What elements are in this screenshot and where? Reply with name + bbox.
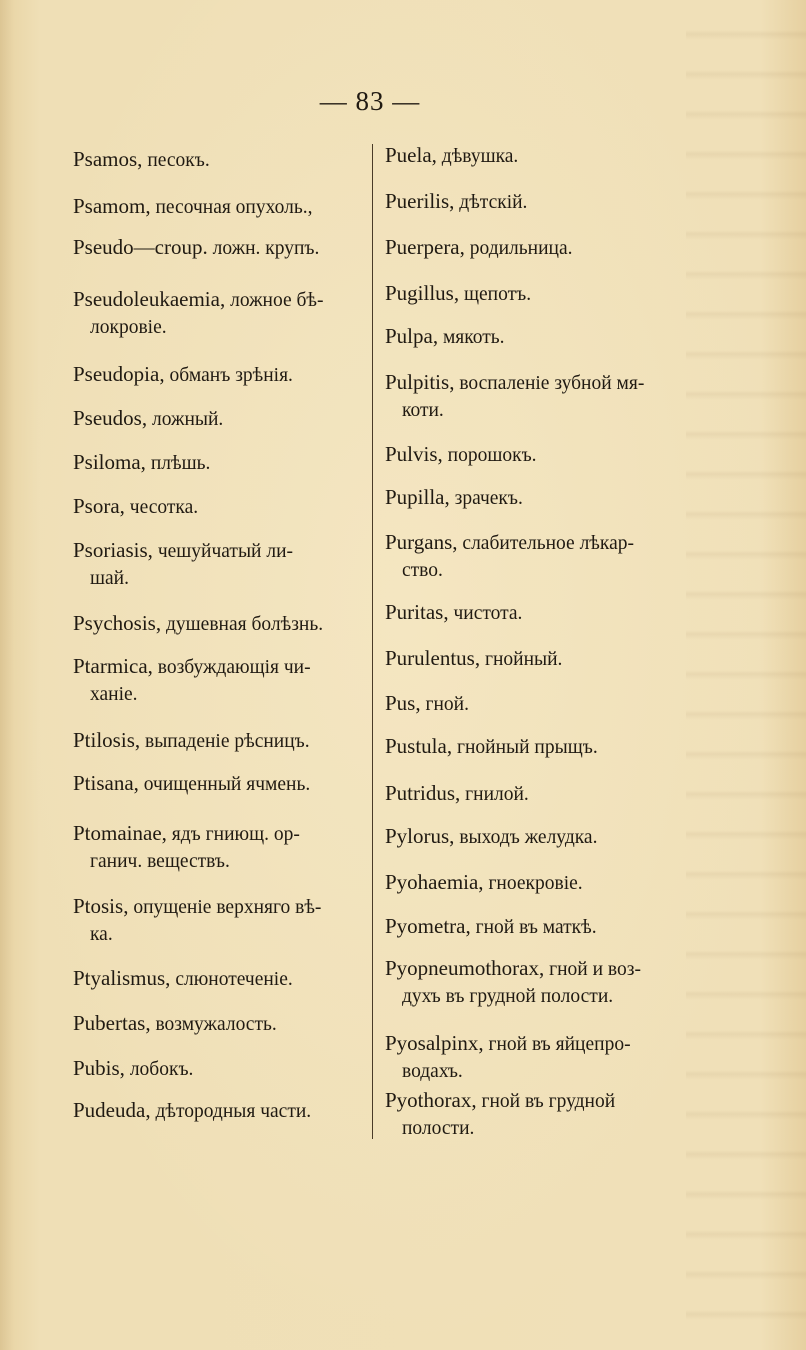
entry-continuation: шай. — [90, 568, 129, 589]
entry-gloss: гной и воз- — [549, 959, 641, 980]
entry-term: Psora, — [73, 494, 125, 518]
entry-gloss: очищенный ячмень. — [143, 774, 311, 795]
entry-gloss: ложный. — [151, 409, 224, 430]
entry-gloss: ложн. крупъ. — [212, 238, 320, 259]
dictionary-entry — [73, 361, 293, 389]
entry-term: Purulentus, — [385, 646, 481, 670]
entry-term: Pyometra, — [385, 914, 471, 938]
entry-continuation: водахъ. — [402, 1061, 463, 1082]
entry-term: Pyothorax, — [385, 1088, 477, 1112]
entry-gloss: гной въ маткѣ. — [475, 917, 597, 938]
entry-term: Psamom, — [73, 194, 151, 218]
entry-term: Pustula, — [385, 734, 453, 758]
entry-gloss: песокъ. — [147, 150, 210, 171]
dictionary-entry — [73, 493, 198, 521]
dictionary-entry — [385, 142, 518, 170]
entry-term: Puerilis, — [385, 189, 455, 213]
entry-term: Puerpera, — [385, 235, 465, 259]
entry-gloss: ядъ гниющ. ор- — [171, 824, 300, 845]
entry-term: Ptilosis, — [73, 728, 141, 752]
column-divider — [372, 144, 373, 1139]
entry-continuation: ганич. веществъ. — [90, 851, 230, 872]
entry-continuation: ство. — [402, 560, 443, 581]
dictionary-entry — [385, 188, 527, 216]
dictionary-entry — [73, 893, 321, 948]
dictionary-entry — [73, 727, 310, 755]
dictionary-entry — [385, 529, 634, 584]
entry-gloss: мякоть. — [442, 327, 505, 348]
entry-gloss: песочная опухоль., — [155, 197, 313, 218]
entry-gloss: гной въ яйцепро- — [488, 1034, 631, 1055]
entry-gloss: выпаденіе рѣсницъ. — [145, 731, 310, 752]
entry-term: Pulpitis, — [385, 370, 455, 394]
dictionary-entry — [73, 965, 293, 993]
dictionary-entry — [385, 823, 597, 851]
entry-gloss: слюнотеченіе. — [175, 969, 293, 990]
entry-term: Pseudoleukaemia, — [73, 287, 226, 311]
dictionary-entry — [385, 484, 523, 512]
entry-continuation: духъ въ грудной полости. — [402, 986, 614, 1007]
entry-continuation: ханіе. — [90, 684, 138, 705]
entry-gloss: гноекровіе. — [488, 873, 583, 894]
dictionary-entry — [385, 234, 573, 262]
dictionary-entry — [73, 770, 310, 798]
entry-gloss: дѣтородныя части. — [155, 1101, 312, 1122]
entry-gloss: возмужалость. — [155, 1014, 277, 1035]
entry-gloss: плѣшь. — [150, 453, 211, 474]
dictionary-entry — [73, 537, 293, 592]
dictionary-entry — [73, 610, 323, 638]
entry-term: Psychosis, — [73, 611, 162, 635]
entry-term: Pubis, — [73, 1056, 125, 1080]
entry-gloss: дѣвушка. — [441, 146, 519, 167]
entry-continuation: локровіе. — [90, 317, 167, 338]
dictionary-entry — [73, 1055, 193, 1083]
dictionary-entry — [385, 323, 505, 351]
entry-term: Puritas, — [385, 600, 449, 624]
bleed-through-shadow — [686, 0, 806, 1350]
dictionary-entry — [385, 280, 531, 308]
entry-gloss: лобокъ. — [129, 1059, 194, 1080]
entry-gloss: слабительное лѣкар- — [462, 533, 634, 554]
entry-term: Pseudos, — [73, 406, 148, 430]
entry-gloss: щепотъ. — [463, 284, 532, 305]
entry-gloss: душевная болѣзнь. — [165, 614, 324, 635]
entry-gloss: выходъ желудка. — [459, 827, 598, 848]
entry-gloss: гнойный прыщъ. — [456, 737, 598, 758]
entry-gloss: воспаленіе зубной мя- — [459, 373, 645, 394]
dictionary-entry — [73, 1010, 277, 1038]
entry-gloss: обманъ зрѣнія. — [169, 365, 293, 386]
entry-continuation: коти. — [402, 400, 444, 421]
entry-term: Pseudopia, — [73, 362, 165, 386]
entry-term: Pyohaemia, — [385, 870, 484, 894]
entry-gloss: дѣтскій. — [459, 192, 528, 213]
entry-term: Pulvis, — [385, 442, 443, 466]
entry-gloss: ложное бѣ- — [230, 290, 324, 311]
entry-term: Purgans, — [385, 530, 458, 554]
entry-gloss: порошокъ. — [447, 445, 537, 466]
dictionary-entry — [73, 146, 210, 174]
entry-term: Pyopneumothorax, — [385, 956, 545, 980]
dictionary-entry — [385, 913, 597, 941]
entry-continuation: полости. — [402, 1118, 475, 1139]
dictionary-entry — [385, 690, 469, 718]
dictionary-entry — [385, 369, 644, 424]
entry-gloss: возбуждающія чи- — [157, 657, 311, 678]
dictionary-entry — [385, 441, 537, 469]
entry-term: Ptomainae, — [73, 821, 167, 845]
entry-term: Pubertas, — [73, 1011, 151, 1035]
dictionary-entry — [385, 1030, 631, 1085]
dictionary-entry — [385, 599, 522, 627]
dictionary-entry — [73, 405, 223, 433]
entry-term: Psamos, — [73, 147, 143, 171]
entry-term: Ptisana, — [73, 771, 139, 795]
entry-term: Pudeuda, — [73, 1098, 151, 1122]
entry-term: Pylorus, — [385, 824, 455, 848]
dictionary-entry — [73, 1097, 311, 1125]
entry-gloss: опущеніе верхняго вѣ- — [133, 897, 322, 918]
entry-continuation: ка. — [90, 924, 113, 945]
dictionary-entry — [385, 955, 641, 1010]
entry-term: Pus, — [385, 691, 421, 715]
dictionary-entry — [385, 869, 583, 897]
dictionary-entry — [73, 820, 300, 875]
entry-term: Psoriasis, — [73, 538, 153, 562]
entry-gloss: чесотка. — [129, 497, 199, 518]
entry-term: Ptarmica, — [73, 654, 153, 678]
dictionary-entry — [73, 193, 313, 221]
page-number: — 83 — — [319, 86, 421, 116]
entry-gloss: гнойный. — [484, 649, 563, 670]
entry-term: Ptyalismus, — [73, 966, 171, 990]
entry-gloss: родильница. — [469, 238, 573, 259]
entry-term: Psiloma, — [73, 450, 146, 474]
dictionary-entry — [385, 645, 562, 673]
dictionary-entry — [73, 653, 311, 708]
entry-gloss: гнилой. — [465, 784, 529, 805]
dictionary-entry — [73, 286, 324, 341]
entry-term: Pseudo—croup. — [73, 235, 208, 259]
entry-term: Pugillus, — [385, 281, 460, 305]
entry-gloss: гной въ грудной — [481, 1091, 616, 1112]
entry-term: Puela, — [385, 143, 437, 167]
dictionary-entry — [73, 449, 210, 477]
dictionary-entry — [385, 780, 529, 808]
entry-term: Pupilla, — [385, 485, 450, 509]
entry-gloss: чистота. — [453, 603, 523, 624]
entry-term: Pyosalpinx, — [385, 1031, 484, 1055]
entry-term: Pulpa, — [385, 324, 439, 348]
entry-gloss: чешуйчатый ли- — [157, 541, 294, 562]
dictionary-entry — [385, 733, 598, 761]
dictionary-entry — [73, 234, 319, 262]
dictionary-entry — [385, 1087, 615, 1142]
entry-term: Ptosis, — [73, 894, 129, 918]
entry-gloss: зрачекъ. — [454, 488, 523, 509]
entry-gloss: гной. — [425, 694, 469, 715]
entry-term: Putridus, — [385, 781, 461, 805]
